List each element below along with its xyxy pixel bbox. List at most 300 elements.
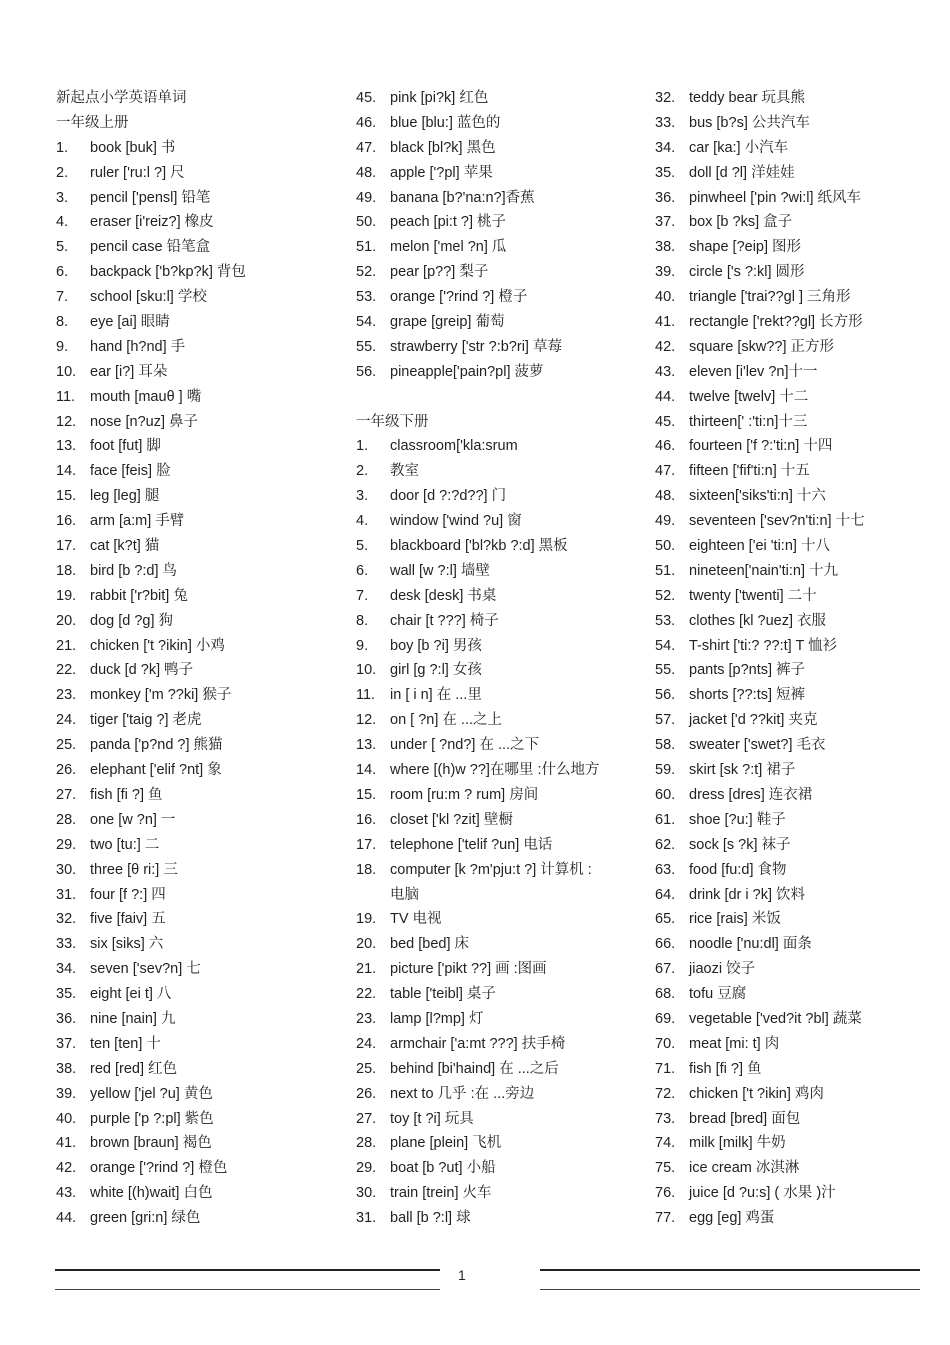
- entry-number: 28.: [356, 1135, 377, 1152]
- entry-text: fifteen ['fif'ti:n] 十五: [689, 463, 810, 480]
- word-entry: [655, 459, 945, 484]
- entry-text: orange ['?rind ?] 橙子: [390, 289, 528, 306]
- entry-number: 13.: [56, 438, 77, 455]
- entry-number: 11.: [356, 687, 376, 704]
- page-number: 1: [458, 1267, 466, 1283]
- entry-number: 43.: [655, 363, 676, 380]
- entry-text: food [fu:d] 食物: [689, 861, 787, 878]
- word-entry: [655, 509, 945, 534]
- entry-text: classroom['kla:srum: [390, 438, 518, 455]
- entry-number: 70.: [655, 1035, 676, 1052]
- entry-number: 45.: [356, 90, 377, 106]
- entry-text: yellow ['jel ?u] 黄色: [90, 1085, 213, 1102]
- entry-text: backpack ['b?kp?k] 背包: [90, 264, 246, 281]
- word-entry: [655, 1007, 945, 1032]
- entry-text: bus [b?s] 公共汽车: [689, 114, 810, 131]
- word-entry: [356, 111, 646, 136]
- entry-text: on [ ?n] 在 ...之上: [390, 712, 503, 729]
- word-entry: [655, 1107, 945, 1132]
- word-entry: [56, 410, 346, 435]
- entry-text: girl [g ?:l] 女孩: [390, 662, 482, 679]
- word-entry: [356, 957, 646, 982]
- entry-text: ear [i?] 耳朵: [90, 363, 168, 380]
- entry-text: four [f ?:] 四: [90, 886, 166, 903]
- word-list-grade1-vol2-continued: [655, 86, 945, 1231]
- word-entry: [655, 658, 945, 683]
- word-entry: [655, 833, 945, 858]
- entry-number: 35.: [56, 986, 77, 1003]
- entry-text: picture ['pikt ??] 画 :图画: [390, 961, 547, 978]
- entry-text: cat [k?t] 猫: [90, 538, 160, 555]
- entry-text: rice [rais] 米饭: [689, 911, 781, 928]
- entry-text: jacket ['d ??kit] 夹克: [689, 712, 818, 729]
- entry-text: car [ka:] 小汽车: [689, 139, 789, 156]
- entry-text: bed [bed] 床: [390, 936, 469, 953]
- word-entry: [356, 1131, 646, 1156]
- entry-text: sweater ['swet?] 毛衣: [689, 737, 826, 754]
- entry-number: 14.: [56, 463, 77, 480]
- word-entry: [356, 982, 646, 1007]
- word-list-grade1-vol2: [356, 434, 646, 1231]
- entry-text: shorts [??:ts] 短裤: [689, 687, 806, 704]
- entry-text: train [trein] 火车: [390, 1185, 492, 1202]
- entry-number: 43.: [56, 1185, 77, 1202]
- word-entry: [655, 1131, 945, 1156]
- entry-text: two [tu:] 二: [90, 836, 160, 853]
- word-entry: [356, 907, 646, 932]
- entry-number: 8.: [56, 314, 69, 331]
- entry-number: 48.: [356, 164, 377, 181]
- word-entry: [655, 360, 945, 385]
- word-entry: [655, 210, 945, 235]
- word-entry: [56, 932, 346, 957]
- word-entry: [356, 833, 646, 858]
- word-entry: [56, 534, 346, 559]
- entry-number: 10.: [356, 662, 377, 679]
- word-entry: [56, 136, 346, 161]
- entry-text: window ['wind ?u] 窗: [390, 513, 522, 530]
- word-entry: [56, 360, 346, 385]
- word-entry: [56, 1181, 346, 1206]
- entry-text: school [sku:l] 学校: [90, 289, 207, 306]
- section-heading-grade1-vol1: 一年级上册: [56, 114, 129, 131]
- entry-number: 52.: [356, 264, 377, 281]
- word-entry: [356, 210, 646, 235]
- word-entry: [655, 683, 945, 708]
- entry-text: in [ i n] 在 ...里: [390, 687, 482, 704]
- entry-number: 52.: [655, 587, 676, 604]
- word-entry: [655, 758, 945, 783]
- word-entry: [356, 733, 646, 758]
- entry-text: desk [desk] 书桌: [390, 587, 497, 604]
- word-entry: [655, 111, 945, 136]
- entry-text: pineapple['pain?pl] 菠萝: [390, 363, 544, 380]
- entry-number: 74.: [655, 1135, 676, 1152]
- word-entry: [356, 708, 646, 733]
- entry-text: bread [bred] 面包: [689, 1110, 801, 1127]
- entry-text: rabbit ['r?bit] 兔: [90, 587, 188, 604]
- entry-text: monkey ['m ??ki] 猴子: [90, 687, 232, 704]
- entry-text: tiger ['taig ?] 老虎: [90, 712, 202, 729]
- entry-number: 55.: [356, 338, 377, 355]
- word-entry: [356, 161, 646, 186]
- entry-text: square [skw??] 正方形: [689, 338, 835, 355]
- entry-text: eight [ei t] 八: [90, 986, 172, 1003]
- entry-number: 20.: [56, 612, 77, 629]
- entry-number: 37.: [655, 214, 676, 231]
- entry-number: 38.: [56, 1060, 77, 1077]
- word-entry: [655, 86, 945, 111]
- column-right: [655, 86, 945, 1231]
- entry-text: skirt [sk ?:t] 裙子: [689, 762, 796, 779]
- entry-number: 7.: [356, 587, 369, 604]
- entry-number: 36.: [655, 189, 676, 206]
- entry-number: 39.: [56, 1085, 77, 1102]
- entry-text: T-shirt ['ti:? ??:t] T 恤衫: [689, 637, 838, 654]
- entry-text: ten [ten] 十: [90, 1035, 161, 1052]
- word-entry: [56, 907, 346, 932]
- entry-number: 3.: [56, 189, 69, 206]
- entry-number: 49.: [356, 189, 377, 206]
- entry-text: fish [fi ?] 鱼: [90, 786, 163, 803]
- word-entry: [56, 310, 346, 335]
- word-list-grade1-vol1: [56, 136, 346, 1231]
- word-entry: [655, 1206, 945, 1231]
- word-entry: [56, 858, 346, 883]
- entry-text: foot [fut] 脚: [90, 438, 161, 455]
- entry-number: 51.: [655, 562, 676, 579]
- entry-number: 34.: [655, 139, 676, 156]
- entry-number: 6.: [356, 562, 369, 579]
- entry-text: bird [b ?:d] 鸟: [90, 562, 178, 579]
- word-entry: [56, 1131, 346, 1156]
- entry-text: duck [d ?k] 鸭子: [90, 662, 194, 679]
- entry-number: 33.: [56, 936, 77, 953]
- entry-number: 69.: [655, 1010, 676, 1027]
- entry-number: 6.: [56, 264, 69, 281]
- entry-number: 56.: [356, 363, 377, 380]
- entry-text: eraser [i'reiz?] 橡皮: [90, 214, 214, 231]
- entry-text: apple ['?pl] 苹果: [390, 164, 493, 181]
- entry-text: fish [fi ?] 鱼: [689, 1060, 762, 1077]
- entry-number: 11.: [56, 388, 76, 405]
- word-entry: [56, 285, 346, 310]
- word-entry: [655, 310, 945, 335]
- word-entry: [56, 982, 346, 1007]
- word-entry: [356, 1181, 646, 1206]
- column-left: [56, 86, 346, 1231]
- entry-number: 40.: [655, 289, 676, 306]
- word-entry: [56, 459, 346, 484]
- entry-number: 3.: [356, 488, 369, 505]
- footer-rule-left-thin: [55, 1289, 440, 1290]
- entry-text: door [d ?:?d??] 门: [390, 488, 507, 505]
- entry-number: 9.: [56, 338, 69, 355]
- word-entry: [655, 584, 945, 609]
- entry-number: 47.: [356, 139, 377, 156]
- word-entry: [56, 733, 346, 758]
- entry-text: pink [pi?k] 红色: [390, 90, 489, 106]
- word-entry: [56, 708, 346, 733]
- entry-number: 39.: [655, 264, 676, 281]
- word-entry: [655, 1156, 945, 1181]
- word-entry: [356, 459, 646, 484]
- entry-text: closet ['kl ?zit] 壁橱: [390, 811, 513, 828]
- word-entry: [56, 260, 346, 285]
- entry-number: 29.: [56, 836, 77, 853]
- entry-number: 14.: [356, 762, 377, 779]
- entry-number: 58.: [655, 737, 676, 754]
- word-entry: [655, 982, 945, 1007]
- word-entry: [56, 335, 346, 360]
- entry-text: purple ['p ?:pl] 紫色: [90, 1110, 214, 1127]
- word-entry: [356, 509, 646, 534]
- entry-text: three [θ ri:] 三: [90, 861, 178, 878]
- entry-text: seven ['sev?n] 七: [90, 961, 201, 978]
- entry-text: juice [d ?u:s] ( 水果 )汁: [689, 1185, 836, 1202]
- entry-text: pencil ['pensl] 铅笔: [90, 189, 211, 206]
- entry-number: 27.: [356, 1110, 377, 1127]
- entry-number: 77.: [655, 1210, 676, 1227]
- entry-text: peach [pi:t ?] 桃子: [390, 214, 507, 231]
- entry-number: 47.: [655, 463, 676, 480]
- entry-text: triangle ['trai??gl ] 三角形: [689, 289, 851, 306]
- entry-text: room [ru:m ? rum] 房间: [390, 786, 539, 803]
- entry-number: 23.: [56, 687, 77, 704]
- entry-text: 教室: [390, 463, 419, 480]
- footer-rule-left: [55, 1269, 440, 1271]
- entry-number: 67.: [655, 961, 676, 978]
- word-entry: [655, 559, 945, 584]
- entry-text: noodle ['nu:dl] 面条: [689, 936, 812, 953]
- entry-number: 64.: [655, 886, 676, 903]
- entry-number: 71.: [655, 1060, 676, 1077]
- entry-number: 36.: [56, 1010, 77, 1027]
- entry-number: 61.: [655, 811, 676, 828]
- word-entry: [356, 136, 646, 161]
- entry-text: pants [p?nts] 裤子: [689, 662, 806, 679]
- entry-text: jiaozi 饺子: [689, 961, 756, 978]
- entry-text: green [gri:n] 绿色: [90, 1210, 201, 1227]
- word-entry: [56, 658, 346, 683]
- entry-number: 59.: [655, 762, 676, 779]
- entry-text: telephone ['telif ?un] 电话: [390, 836, 553, 853]
- entry-continuation: 电脑: [390, 886, 419, 903]
- entry-text: fourteen ['f ?:'ti:n] 十四: [689, 438, 833, 455]
- entry-number: 21.: [356, 961, 377, 978]
- entry-text: tofu 豆腐: [689, 986, 747, 1003]
- entry-text: red [red] 红色: [90, 1060, 178, 1077]
- entry-number: 4.: [356, 513, 369, 530]
- entry-number: 28.: [56, 811, 77, 828]
- entry-text: black [bl?k] 黑色: [390, 139, 496, 156]
- word-entry: [356, 335, 646, 360]
- document-title: 新起点小学英语单词: [56, 90, 187, 106]
- word-entry: [56, 1032, 346, 1057]
- word-entry: [655, 484, 945, 509]
- entry-number: 53.: [655, 612, 676, 629]
- word-entry: [56, 210, 346, 235]
- entry-number: 17.: [56, 538, 77, 555]
- word-entry: [356, 285, 646, 310]
- entry-text: next to 几乎 :在 ...旁边: [390, 1085, 535, 1102]
- entry-number: 42.: [655, 338, 676, 355]
- word-entry: [356, 235, 646, 260]
- word-entry: [655, 335, 945, 360]
- entry-text: vegetable ['ved?it ?bl] 蔬菜: [689, 1010, 862, 1027]
- entry-number: 31.: [356, 1210, 377, 1227]
- word-entry: [56, 1057, 346, 1082]
- entry-number: 65.: [655, 911, 676, 928]
- entry-text: leg [leg] 腿: [90, 488, 160, 505]
- entry-text: thirteen[' :'ti:n]十三: [689, 413, 808, 430]
- entry-number: 46.: [356, 114, 377, 131]
- entry-text: nineteen['nain'ti:n] 十九: [689, 562, 839, 579]
- entry-text: sock [s ?k] 袜子: [689, 836, 791, 853]
- entry-text: boat [b ?ut] 小船: [390, 1160, 496, 1177]
- entry-number: 45.: [655, 413, 676, 430]
- entry-text: clothes [kl ?uez] 衣服: [689, 612, 826, 629]
- entry-text: boy [b ?i] 男孩: [390, 637, 482, 654]
- entry-text: ice cream 冰淇淋: [689, 1160, 800, 1177]
- entry-number: 16.: [356, 811, 377, 828]
- word-entry: [655, 733, 945, 758]
- word-entry: [655, 260, 945, 285]
- entry-number: 72.: [655, 1085, 676, 1102]
- word-entry: [356, 1206, 646, 1231]
- word-entry: [56, 1156, 346, 1181]
- word-entry: [655, 1032, 945, 1057]
- entry-text: milk [milk] 牛奶: [689, 1135, 786, 1152]
- word-entry: [655, 434, 945, 459]
- footer-rule-right-thin: [540, 1289, 920, 1290]
- entry-text: twelve [twelv] 十二: [689, 388, 809, 405]
- entry-text: where [(h)w ??]在哪里 :什么地方: [390, 762, 600, 779]
- entry-number: 20.: [356, 936, 377, 953]
- word-entry: [56, 1107, 346, 1132]
- word-entry: [56, 161, 346, 186]
- entry-number: 16.: [56, 513, 77, 530]
- entry-number: 34.: [56, 961, 77, 978]
- word-entry: [655, 858, 945, 883]
- word-entry: [356, 260, 646, 285]
- word-entry: [56, 758, 346, 783]
- column-middle: [356, 86, 646, 1231]
- entry-text: chicken ['t ?ikin] 小鸡: [90, 637, 225, 654]
- entry-text: face [feis] 脸: [90, 463, 171, 480]
- entry-number: 42.: [56, 1160, 77, 1177]
- entry-number: 76.: [655, 1185, 676, 1202]
- word-entry: [655, 1082, 945, 1107]
- word-entry: [655, 534, 945, 559]
- word-entry: [56, 783, 346, 808]
- entry-text: nose [n?uz] 鼻子: [90, 413, 198, 430]
- entry-text: mouth [mauθ ] 嘴: [90, 388, 202, 405]
- entry-text: armchair ['a:mt ???] 扶手椅: [390, 1035, 566, 1052]
- entry-number: 33.: [655, 114, 676, 131]
- section-spacer: [356, 385, 646, 410]
- entry-text: teddy bear 玩具熊: [689, 90, 806, 106]
- entry-text: pencil case 铅笔盒: [90, 239, 211, 256]
- entry-number: 56.: [655, 687, 676, 704]
- entry-number: 54.: [356, 314, 377, 331]
- entry-number: 30.: [356, 1185, 377, 1202]
- entry-number: 25.: [356, 1060, 377, 1077]
- entry-text: drink [dr i ?k] 饮料: [689, 886, 806, 903]
- entry-number: 62.: [655, 836, 676, 853]
- word-entry: [356, 534, 646, 559]
- word-entry: [655, 708, 945, 733]
- entry-number: 17.: [356, 836, 377, 853]
- entry-number: 22.: [56, 662, 77, 679]
- entry-text: grape [greip] 葡萄: [390, 314, 505, 331]
- word-entry: [56, 584, 346, 609]
- word-entry: [655, 285, 945, 310]
- entry-number: 1.: [356, 438, 369, 455]
- page-footer: [0, 1262, 950, 1302]
- word-entry: [356, 858, 646, 883]
- word-entry: [356, 932, 646, 957]
- word-entry: [655, 161, 945, 186]
- entry-text: pear [p??] 梨子: [390, 264, 489, 281]
- entry-number: 41.: [655, 314, 676, 331]
- entry-number: 44.: [655, 388, 676, 405]
- entry-number: 26.: [356, 1085, 377, 1102]
- entry-text: shoe [?u:] 鞋子: [689, 811, 786, 828]
- word-entry: [655, 385, 945, 410]
- word-entry: [56, 683, 346, 708]
- word-entry: [56, 1007, 346, 1032]
- entry-text: twenty ['twenti] 二十: [689, 587, 817, 604]
- entry-text: rectangle ['rekt??gl] 长方形: [689, 314, 863, 331]
- section-heading-grade1-vol2: 一年级下册: [356, 413, 429, 430]
- word-entry: [655, 883, 945, 908]
- entry-number: 5.: [356, 538, 369, 555]
- entry-number: 75.: [655, 1160, 676, 1177]
- entry-number: 19.: [56, 587, 77, 604]
- word-entry: [356, 609, 646, 634]
- entry-number: 26.: [56, 762, 77, 779]
- word-entry: [356, 186, 646, 211]
- word-entry: [655, 410, 945, 435]
- entry-number: 2.: [56, 164, 69, 181]
- entry-text: box [b ?ks] 盒子: [689, 214, 793, 231]
- entry-text: shape [?eip] 图形: [689, 239, 802, 256]
- entry-number: 23.: [356, 1010, 377, 1027]
- entry-number: 38.: [655, 239, 676, 256]
- entry-text: chicken ['t ?ikin] 鸡肉: [689, 1085, 824, 1102]
- word-entry: [356, 1032, 646, 1057]
- entry-number: 66.: [655, 936, 676, 953]
- entry-text: strawberry ['str ?:b?ri] 草莓: [390, 338, 562, 355]
- word-entry: [356, 1156, 646, 1181]
- word-entry: [56, 957, 346, 982]
- entry-number: 9.: [356, 637, 369, 654]
- word-entry: [56, 484, 346, 509]
- entry-number: 48.: [655, 488, 676, 505]
- word-entry: [56, 186, 346, 211]
- word-entry: [356, 658, 646, 683]
- entry-number: 49.: [655, 513, 676, 530]
- entry-number: 12.: [356, 712, 377, 729]
- word-entry: [56, 883, 346, 908]
- entry-number: 15.: [356, 786, 377, 803]
- word-list-grade1-vol1-continued: [356, 86, 646, 385]
- entry-text: orange ['?rind ?] 橙色: [90, 1160, 228, 1177]
- entry-number: 2.: [356, 463, 369, 480]
- entry-number: 15.: [56, 488, 77, 505]
- entry-number: 19.: [356, 911, 377, 928]
